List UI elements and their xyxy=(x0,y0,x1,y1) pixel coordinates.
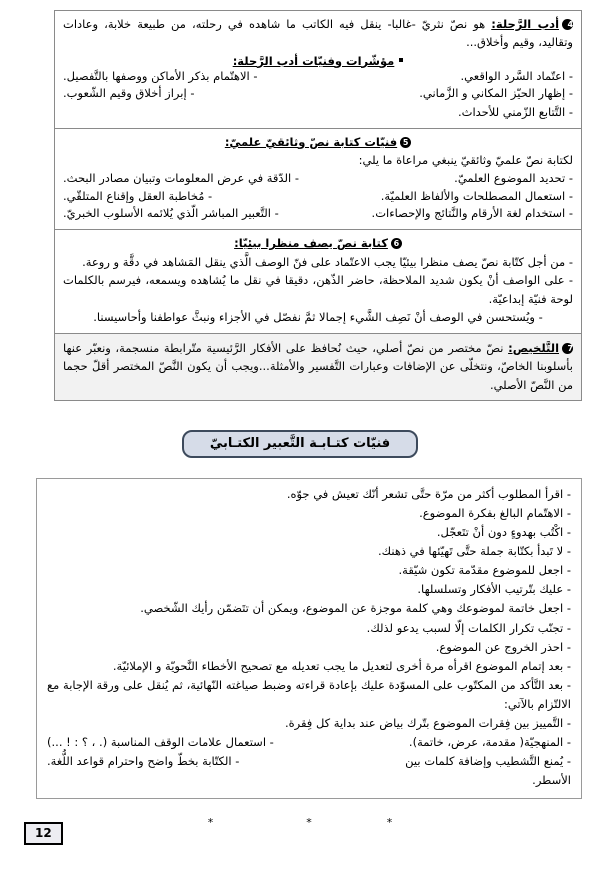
summarization-text: نصّ مختصر من نصّ أصلي، حيث نُحافظ على الأفكار الرَّئيسية متّرابطة منسجمة، ونعبّر عنها بأسلوبنا الخاصّ، ونتخلّى عن الإضافات وعبارات التَّفسير والأمثلة...ويجب أن يكون النَّصّ المختصر أقلّ حجما من النَّصّ الأصلي. xyxy=(63,340,573,392)
section-7-body xyxy=(63,339,573,395)
description-item: - من أجل كتّابة نصّ يصف منظرا بيئيّا يجب الاعتّماد على فنّ الوصف الَّذي ينقل المَشاهد في دقَّة و روعة. xyxy=(82,254,573,269)
section-descriptive-text xyxy=(55,230,581,333)
section-4-subheading xyxy=(63,54,573,68)
indicator-item: - اعتّماد السَّرد الواقعي. xyxy=(460,68,573,83)
writing-tip-item: - احذر الخروج عن الموضوع. xyxy=(435,639,571,654)
section-title: التَّلخيص: xyxy=(508,340,560,355)
technique-item: - الدّقة في عرض المعلومات وتبيان مصادر البحث. xyxy=(63,170,299,185)
section-4-heading-line xyxy=(63,16,573,52)
writing-tip-item: - استعمال علامات الوقف المناسبة (. ، ؟ : ! ...) xyxy=(47,735,274,750)
indicator-item: - الاهتّمام بذكر الأماكن ووصفها بالتَّفصيل. xyxy=(63,68,258,83)
section-4-row-3: - التَّتابع الزّمني للأحداث. xyxy=(457,105,573,120)
writing-tip-item: - لا تَبدأ بكتّابة جملة حتَّى تَهيّئها في ذهنك. xyxy=(378,544,571,559)
section-6-heading-line xyxy=(63,235,573,253)
section-number-badge: 6 xyxy=(391,238,402,249)
technique-item: - تحديد الموضوع العلميّ. xyxy=(454,170,573,185)
section-scientific-document-techniques xyxy=(55,129,581,231)
section-title: كتابة نصّ يصف منظرا بيئيّا: xyxy=(234,236,388,251)
writing-tip-item: - اقرأ المطلوب أكثر من مرّة حتَّى تشعر أنّك تعيش في جوّه. xyxy=(286,487,571,501)
writing-tip-item: - تجنّب تكرار الكلمات إلّا لسبب يدعو لذلك. xyxy=(366,620,571,635)
footer-star-separator xyxy=(0,816,600,829)
bullet-dot-icon xyxy=(399,58,403,62)
writing-expression-title: فنيّات كتـابـة التَّعبير الكتـابيّ xyxy=(182,430,418,458)
writing-tip-item: - بعد إتمام الموضوع اقرأه مرة أخرى لتعديل ما يجب تعديله مع تصحيح الأخطاء النَّحويّة و الإملائيّة. xyxy=(112,658,571,673)
technique-item: - التَّعبير المباشر الّذي يُلائمه الأسلوب الخبريّ. xyxy=(63,206,279,221)
section-number-badge: 5 xyxy=(400,137,411,148)
description-item: - ويُستحسن في الوصف أنْ نَصِف الشَّيء إجمالا ثمَّ نفصّل في الأجزاء ونبثَّ عواطفنا وأحاسيسنا. xyxy=(93,310,543,325)
section-4-row-1 xyxy=(63,68,573,86)
section-5-heading-line xyxy=(63,134,573,152)
section-adab-alrihla xyxy=(55,11,581,129)
indicator-item: - إبراز أخلاق وقيم الشّعوب. xyxy=(63,86,195,101)
writing-tip-item: - بعد التَّأكد من المكتّوب على المسوّدة عليك بإعادة قراءته وضبط صياغته النّهائية، ثم يُنقل على ورقة الإجابة مع الالتّزام بالآتي: xyxy=(47,677,571,711)
subheading-label: مؤشّرات وفنيّات أدب الرَّحلة: xyxy=(232,53,395,68)
section-4-row-2 xyxy=(63,85,573,103)
section-5-row-3 xyxy=(63,205,573,223)
writing-tip-split-row xyxy=(47,733,571,752)
writing-expression-title-container xyxy=(0,430,600,458)
section-title: فنيّات كتابة نصّ وثائقيّ علميّ: xyxy=(224,134,398,149)
writing-tip-item: - التَّمييز بين فِقرات الموضوع بتّرك بياض عند بداية كل فِقرة. xyxy=(284,715,571,730)
section-5-lead: لكتابة نصّ علميّ وثائقيّ ينبغي مراعاة ما يلي: xyxy=(358,153,573,168)
writing-tip-item: - اجعل للموضوع مقدّمة تكون شيّقة. xyxy=(398,563,571,578)
writing-tip-item: - المنهجيّة( مقدمة، عرض، خاتمة). xyxy=(408,735,571,750)
section-5-row-2 xyxy=(63,188,573,206)
star-glyph: * xyxy=(306,816,312,829)
section-title: أدب الرَّحلة: xyxy=(491,17,560,31)
section-number-badge: 4 xyxy=(562,19,573,30)
description-item: - على الواصف أنْ يكون شديد الملاحظة، حاضر الذّهن، دقيقا في نقل ما يُشاهده ويسمعه، فيرسم بالكلمات لوحة فنيّة إبداعيّة. xyxy=(63,273,573,306)
star-glyph: * xyxy=(207,816,214,829)
page-number-badge: 12 xyxy=(24,822,63,845)
section-summarization xyxy=(55,334,581,402)
section-intro-text: هو نصّ نثريّ -غالبا- ينقل فيه الكاتب ما شاهده في رحلته، من طبيعة خلابة، وعادات وتقاليد، وقيم وأخلاق... xyxy=(63,17,573,49)
technique-item: - استخدام لغة الأرقام والنَّتائج والإحصاءات. xyxy=(371,206,573,221)
writing-tip-item: - الكتّابة بخطّ واضح واحترام قواعد اللُّغة. xyxy=(47,754,240,769)
technique-item: - مُخاطبة العقل وإقناع المتلقّي. xyxy=(63,188,213,203)
writing-tip-split-row xyxy=(47,752,571,790)
writing-tip-item: - الاهتّمام البالغ بفكرة الموضوع. xyxy=(419,506,571,521)
section-number-badge: 7 xyxy=(562,343,573,354)
writing-tip-item: - يُمنع التَّشطيب وإضافة كلمات بين الأسطر. xyxy=(405,754,571,788)
star-glyph: * xyxy=(386,816,393,829)
section-5-row-1 xyxy=(63,170,573,188)
writing-tips-box xyxy=(36,478,582,799)
technique-item: - استعمال المصطلحات والألفاظ العلميّة. xyxy=(380,188,573,203)
writing-tip-item: - اكْتُب بهدوءٍ دون أنْ تتَعجّل. xyxy=(436,525,571,540)
lesson-sections-table xyxy=(54,10,582,401)
indicator-item: - إظهار الحيّز المكاني و الزَّماني. xyxy=(419,86,573,101)
writing-tip-item: - عليك بتّرتيب الأفكار وتسلسلها. xyxy=(417,582,571,597)
writing-tip-item: - اجعل خاتمة لموضوعك وهي كلمة موجزة عن الموضوع، ويمكن أن تتَضمّن رأيك الشّخصي. xyxy=(140,601,571,616)
